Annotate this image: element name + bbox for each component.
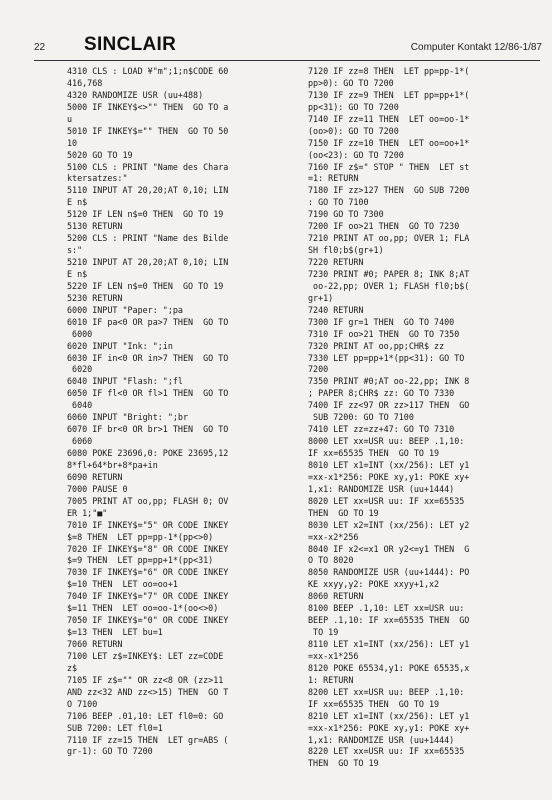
code-line: 8040 IF x2<=x1 OR y2<=y1 THEN G [308,543,470,554]
code-line: 6070 IF br<0 OR br>1 THEN GO TO [67,424,229,435]
page-number: 22 [34,42,46,53]
code-line: 7190 GO TO 7300 [308,209,384,220]
code-line: ER 1;"■" [67,507,108,518]
code-line: 7120 IF zz=8 THEN LET pp=pp-1*( [308,66,470,76]
code-line: 6020 [67,364,93,375]
header-rule [34,60,540,61]
code-line: 8*fl+64*br+8*pa+in [67,459,158,470]
code-line: 6060 [67,436,93,447]
code-line: s:" [67,245,83,256]
code-line: 6000 [67,328,93,339]
code-line: 6050 IF fl<0 OR fl>1 THEN GO TO [67,388,229,399]
code-line: 7220 RETURN [308,257,364,267]
code-line: 6000 INPUT "Paper: ";pa [67,304,183,315]
code-line: SUB 7200: GO TO 7100 [308,412,414,423]
code-line: 5020 GO TO 19 [67,149,133,160]
code-line: 8220 LET xx=USR uu: IF xx=65535 [308,746,465,757]
code-line: 5000 IF INKEY$<>"" THEN GO TO a [67,101,229,112]
code-line: 8200 LET xx=USR uu: BEEP .1,10: [308,686,465,697]
page-header [34,34,542,56]
code-line: AND zz<32 AND zz<>15) THEN GO T [67,686,229,697]
code-line: 7005 PRINT AT oo,pp; FLASH 0; OV [67,495,229,506]
code-line: $=10 THEN LET oo=oo+1 [67,579,178,590]
code-line: E n$ [67,197,88,208]
code-line: 7140 IF zz=11 THEN LET oo=oo-1* [308,113,470,124]
code-line: 7240 RETURN [308,304,364,315]
code-line: IF xx=65535 THEN GO TO 19 [308,698,440,709]
code-line: E n$ [67,268,88,279]
code-line: 416,768 [67,77,103,88]
code-line: 5120 IF LEN n$=0 THEN GO TO 19 [67,209,224,220]
code-line: 5220 IF LEN n$=0 THEN GO TO 19 [67,280,224,291]
code-line: 1,x1: RANDOMIZE USR (uu+1444) [308,734,455,745]
code-line: pp<31): GO TO 7200 [308,101,399,112]
code-line: 7310 IF oo>21 THEN GO TO 7350 [308,328,460,339]
code-line: 7150 IF zz=10 THEN LET oo=oo+1* [308,137,470,148]
code-line: 7200 IF oo>21 THEN GO TO 7230 [308,221,460,232]
code-line: u [67,113,73,124]
code-line: oo-22,pp; OVER 1; FLASH fl0;b$( [308,280,470,291]
code-line: 7130 IF zz=9 THEN LET pp=pp+1*( [308,89,470,100]
code-line: THEN GO TO 19 [308,758,379,769]
code-line: 5230 RETURN [67,292,123,303]
code-line: 7180 IF zz>127 THEN GO SUB 7200 [308,185,470,196]
code-line: 5210 INPUT AT 20,20;AT 0,10; LIN [67,257,229,267]
magazine-issue: Computer Kontakt 12/86-1/87 [410,42,542,53]
code-line: 8000 LET xx=USR uu: BEEP .1,10: [308,436,465,447]
code-line: 8010 LET x1=INT (xx/256): LET y1 [308,459,470,470]
code-line: 7060 RETURN [67,639,123,649]
code-line: $=13 THEN LET bu=1 [67,627,163,638]
code-line: gr+1) [308,292,334,303]
code-line: =1: RETURN [308,173,359,184]
code-line: 8050 RANDOMIZE USR (uu+1444): PO [308,567,470,578]
code-line: 6040 INPUT "Flash: ";fl [67,376,183,387]
code-line: 8110 LET x1=INT (xx/256): LET y1 [308,639,470,649]
code-line: SUB 7200: LET fl0=1 [67,722,163,733]
code-line: z$ [67,662,78,673]
code-line: ktersatzes:" [67,173,128,184]
code-line: 8210 LET x1=INT (xx/256): LET y1 [308,710,470,721]
code-line: 6030 IF in<0 OR in>7 THEN GO TO [67,352,229,363]
code-line: 7200 [308,364,329,375]
code-column-left [67,66,284,786]
code-line: 7330 LET pp=pp+1*(pp<31): GO TO [308,352,465,363]
code-line: 7000 PAUSE 0 [67,483,128,494]
code-line: $=9 THEN LET pp=pp+1*(pp<31) [67,555,214,566]
code-line: 8100 BEEP .1,10: LET xx=USR uu: [308,603,465,614]
code-line: 7320 PRINT AT oo,pp;CHR$ zz [308,340,445,351]
code-line: 8030 LET x2=INT (xx/256): LET y2 [308,519,470,530]
code-line: O TO 8020 [308,555,354,566]
code-line: 8120 POKE 65534,y1: POKE 65535,x [308,662,470,673]
code-line: 7410 LET zz=zz+47: GO TO 7310 [308,424,455,435]
code-line: 8060 RETURN [308,591,364,602]
code-line: (oo>0): GO TO 7200 [308,125,399,136]
code-line: 4310 CLS : LOAD ¥"m";1;n$CODE 60 [67,66,229,76]
code-line: 7300 IF gr=1 THEN GO TO 7400 [308,316,455,327]
code-line: 7040 IF INKEY$="7" OR CODE INKEY [67,591,229,602]
code-line: THEN GO TO 19 [308,507,379,518]
code-line: BEEP .1,10: IF xx=65535 THEN GO [308,615,470,626]
code-line: 7210 PRINT AT oo,pp; OVER 1; FLA [308,233,470,244]
code-line: 7050 IF INKEY$="0" OR CODE INKEY [67,615,229,626]
code-line: 7110 IF zz=15 THEN LET gr=ABS ( [67,734,229,745]
code-line: TO 19 [308,627,339,638]
code-line: 7230 PRINT #0; PAPER 8; INK 8;AT [308,268,470,279]
code-line: 1: RETURN [308,674,354,685]
code-line: 7010 IF INKEY$="5" OR CODE INKEY [67,519,229,530]
brand-title: SINCLAIR [84,34,177,55]
code-line: (oo<23): GO TO 7200 [308,149,404,160]
code-line: 6080 POKE 23696,0: POKE 23695,12 [67,448,229,458]
code-line: 7030 IF INKEY$="6" OR CODE INKEY [67,567,229,578]
code-line: 6060 INPUT "Bright: ";br [67,412,189,423]
code-line: 7160 IF z$=" STOP " THEN LET st [308,161,470,172]
code-column-right [308,66,544,786]
code-line: =xx-x2*256 [308,531,359,542]
code-line: 8020 LET xx=USR uu: IF xx=65535 [308,495,465,506]
code-line: 4320 RANDOMIZE USR (uu+488) [67,89,204,100]
code-line: 7350 PRINT #0;AT oo-22,pp; INK 8 [308,376,470,387]
code-line: =xx-x1*256: POKE xy,y1: POKE xy+ [308,722,470,733]
code-line: pp>0): GO TO 7200 [308,77,394,88]
code-line: 7106 BEEP .01,10: LET fl0=0: GO [67,710,224,721]
code-line: 5200 CLS : PRINT "Name des Bilde [67,233,229,244]
code-line: 5100 CLS : PRINT "Name des Chara [67,161,229,172]
code-line: 6090 RETURN [67,471,123,482]
code-line: ; PAPER 8;CHR$ zz: GO TO 7330 [308,388,455,399]
code-line: : GO TO 7100 [308,197,369,208]
code-line: SH fl0;b$(gr+1) [308,245,384,256]
code-line: 10 [67,137,78,148]
code-line: 5010 IF INKEY$="" THEN GO TO 50 [67,125,229,136]
code-line: 6010 IF pa<0 OR pa>7 THEN GO TO [67,316,229,327]
code-line: 7400 IF zz<97 OR zz>117 THEN GO [308,400,470,411]
code-line: KE xxyy,y2: POKE xxyy+1,x2 [308,579,440,590]
code-line: 7105 IF z$="" OR zz<8 OR (zz>11 [67,674,224,685]
code-line: =xx-x1*256 [308,650,359,661]
code-line: 5130 RETURN [67,221,123,232]
code-line: 6040 [67,400,93,411]
code-line: $=8 THEN LET pp=pp-1*(pp<>0) [67,531,214,542]
code-line: 7020 IF INKEY$="8" OR CODE INKEY [67,543,229,554]
code-line: 6020 INPUT "Ink: ";in [67,340,173,351]
code-line: 5110 INPUT AT 20,20;AT 0,10; LIN [67,185,229,196]
code-line: $=11 THEN LET oo=oo-1*(oo<>0) [67,603,219,614]
code-line: 1,x1: RANDOMIZE USR (uu+1444) [308,483,455,494]
code-line: gr-1): GO TO 7200 [67,746,153,757]
code-line: IF xx=65535 THEN GO TO 19 [308,448,440,458]
code-line: 7100 LET z$=INKEY$: LET zz=CODE [67,650,224,661]
code-line: =xx-x1*256: POKE xy,y1: POKE xy+ [308,471,470,482]
code-line: O 7100 [67,698,98,709]
